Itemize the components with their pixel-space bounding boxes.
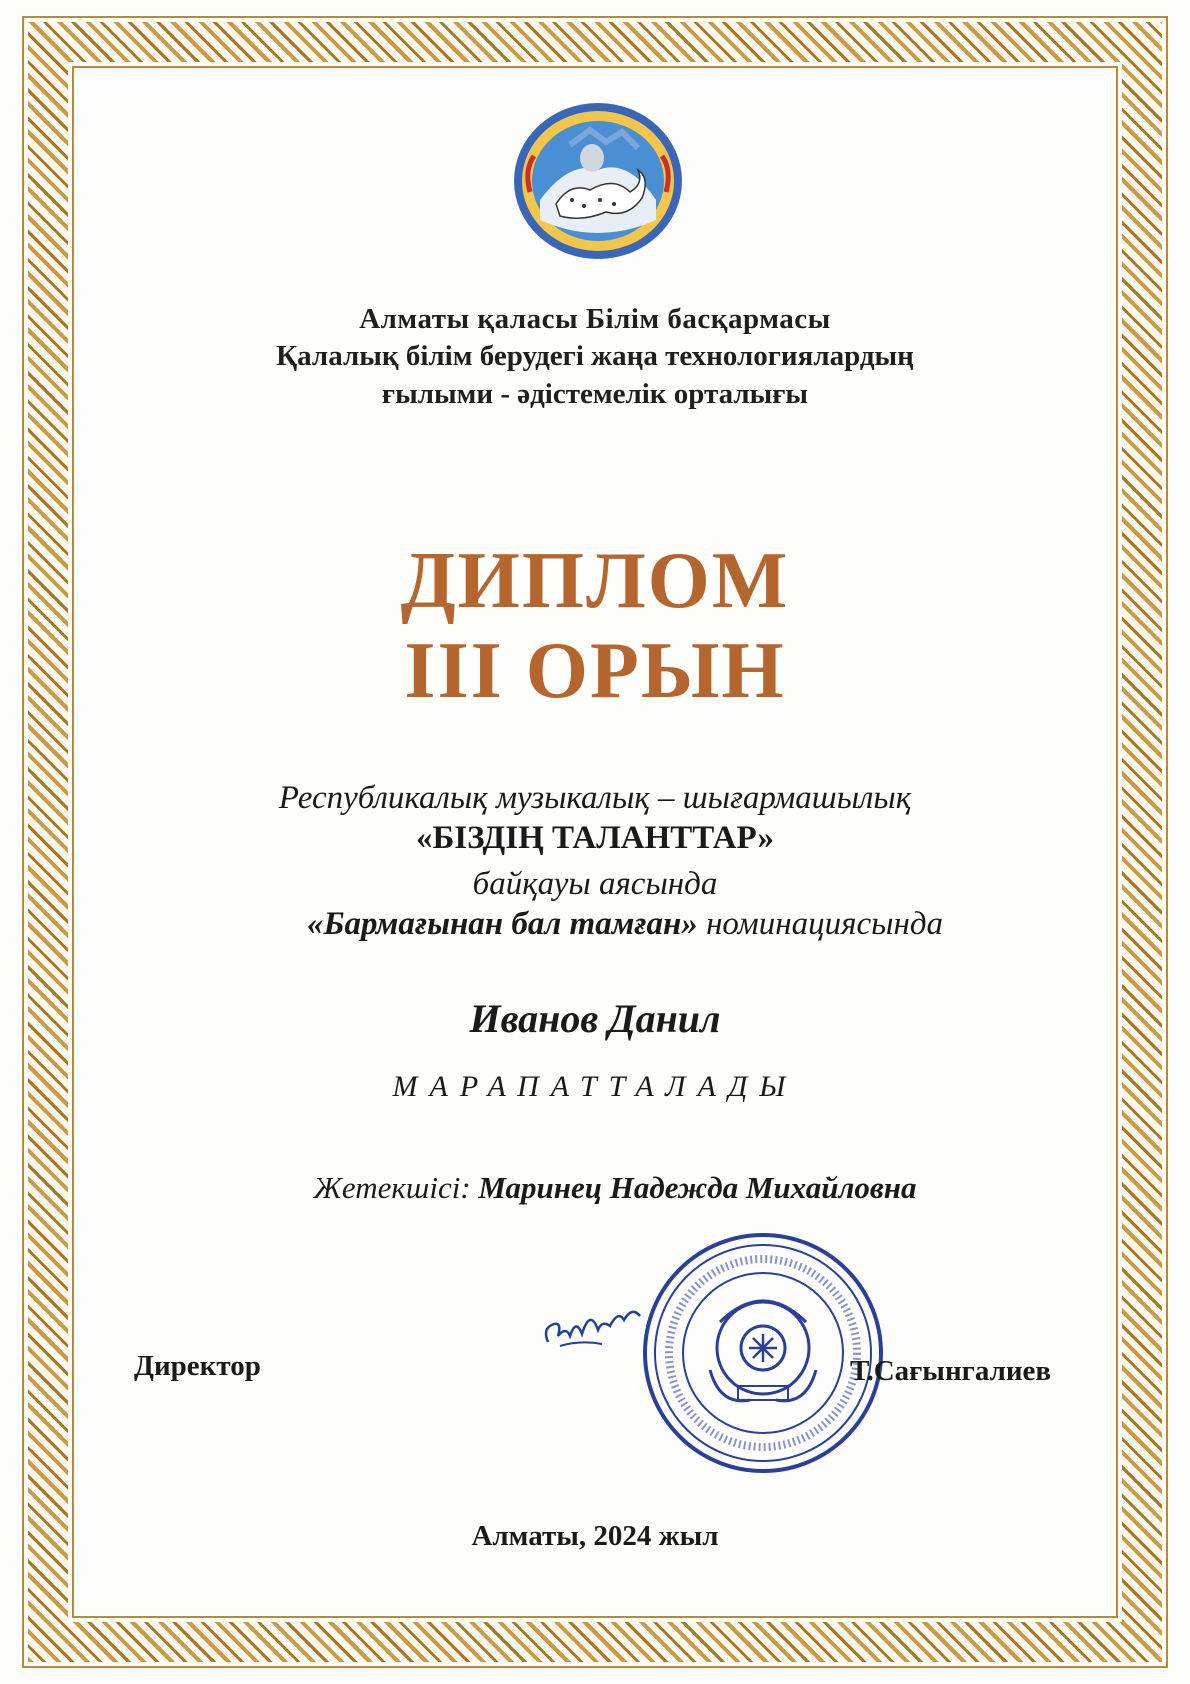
contest-suffix: байқауы аясында	[472, 866, 718, 902]
director-label: Директор	[134, 1350, 261, 1382]
leader-name: Маринец Надежда Михайловна	[478, 1170, 917, 1205]
contest-name: «БІЗДІҢ ТАЛАНТТАР»	[415, 820, 774, 856]
org-line-2: Қалалық білім берудегі жаңа технологиялардың	[276, 340, 914, 372]
diploma-title: ДИПЛОМ	[400, 537, 790, 625]
nomination-line	[130, 906, 1120, 943]
org-line-3: ғылыми - әдістемелік орталығы	[381, 378, 809, 410]
almaty-emblem-icon	[510, 100, 686, 262]
place-title: III ОРЫН	[404, 627, 786, 715]
nomination-suffix: номинациясында	[706, 906, 944, 942]
leader-label: Жетекшісі:	[313, 1170, 471, 1205]
nomination-name: «Бармағынан бал тамған»	[306, 906, 698, 942]
director-name: Т.Сағынгалиев	[850, 1355, 1052, 1387]
org-line-1: Алматы қаласы Білім басқармасы	[359, 303, 831, 335]
city-year: Алматы, 2024 жыл	[471, 1520, 719, 1552]
contest-type: Республикалық музыкалық – шығармашылық	[278, 780, 912, 816]
awarded-text: МАРАПАТТАЛАДЫ	[392, 1070, 798, 1103]
official-seal-icon	[640, 1230, 886, 1476]
leader-line	[120, 1170, 1110, 1206]
signature-icon	[540, 1290, 650, 1360]
recipient-name: Иванов Данил	[469, 996, 721, 1041]
